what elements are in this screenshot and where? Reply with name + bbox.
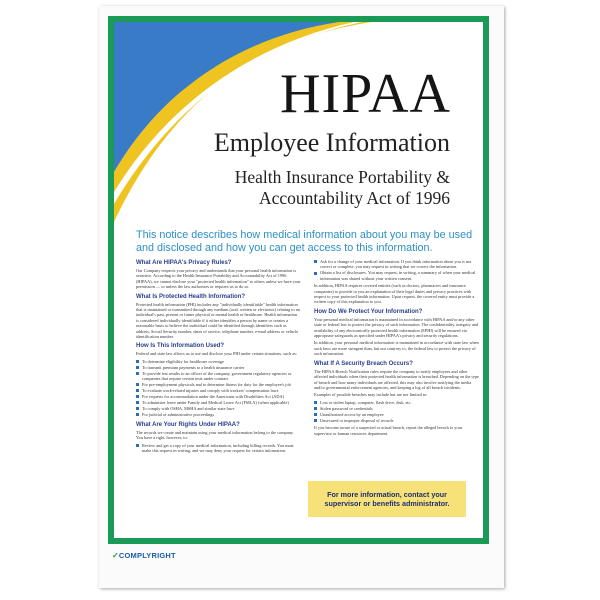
list-item: Stolen password or credentials: [314, 406, 479, 411]
notice-statement: This notice describes how medical information about you may be used and disclosed and how you can get access to this information.: [136, 229, 473, 254]
poster-footer: [108, 547, 489, 577]
rights-list: [136, 443, 301, 454]
info-used-list: [136, 359, 301, 418]
breach-heading: What If A Security Breach Occurs?: [314, 360, 413, 367]
privacy-rules-heading: What Are HIPAA's Privacy Rules?: [136, 260, 232, 266]
rights-list-continued: [314, 259, 479, 281]
list-item: Review and get a copy of your medical information, including billing records. You must make this request in writing, and we may deny your request for certain information.: [136, 443, 301, 454]
right-column: [314, 259, 479, 438]
rights-heading: What Are Your Rights Under HIPAA?: [136, 421, 240, 428]
left-column: [136, 259, 301, 455]
breach-text-2: Examples of possible breaches may include but are not limited to:: [314, 392, 428, 398]
list-item: Unsecured or improper disposal of records: [314, 418, 479, 423]
list-item: For judicial or administrative proceedings: [136, 412, 301, 417]
breach-text-3: If you become aware of a suspected or actual breach, report the alleged breach to your supervisor or human resources department.: [314, 425, 463, 436]
rights-text: The records we create and maintain using your medical information belong to the company. You have a right, however, to:: [136, 429, 294, 441]
contact-info-box: For more information, contact your supervisor or benefits administrator.: [308, 481, 466, 517]
covered-entities-text: In addition, HIPAA requires covered entities (such as doctors, pharmacies and insurance companies) to provide to you an explanation of their legal duties and privacy practices with respect to your protected health information. Upon request, the covered entity must provide a written copy of this explanation to you.: [314, 283, 475, 305]
complyright-logo: [112, 551, 176, 560]
privacy-rules-text: Our Company respects your privacy and understands that your personal health information is sensitive. According to the Health Insurance Portability and Accountability Act of 1996 (HIPAA), we cannot disclose your "protected health information" to others unless we have your permission — or unless the law authorizes or requires us to do so.: [136, 268, 301, 290]
protect-text-2: In addition, your personal medical information is maintained in accordance with state law when such laws are more stringent than, but not contrary to, the federal law to protect the privacy of such information.: [314, 340, 479, 357]
list-item: For requests for accommodation under the Americans with Disabilities Act (ADA): [136, 394, 301, 399]
list-item: Lost or stolen laptop, computer, flash drive, disk, etc.: [314, 400, 479, 405]
breach-list: [314, 400, 479, 423]
breach-text-1: The HIPAA Breach Notification rules require the company to notify employees and other affected individuals when their protected health information is breached. Depending on the type of breach and how many individuals are affected, this may also involve notifying the media and/or governmental enforcement agencies, and keeping a log of all breach incidents.: [314, 368, 479, 390]
poster: [99, 6, 504, 588]
poster-subtitle: Employee Information: [213, 128, 450, 157]
protect-text-1: Your personal medical information is maintained in accordance with HIPAA and/or any other state or federal law to protect the privacy of such information. The confidentiality, integrity and availability of any electronically protected health information (EPHI) will be ensured via appropriate safeguards as specified under HIPAA's privacy and security regulations.: [314, 316, 479, 339]
protect-heading: How Do We Protect Your Information?: [314, 308, 423, 315]
poster-frame: [108, 16, 489, 544]
list-item: Obtain a list of disclosures. You may request, in writing, a summary of when your medical information was shared without your written consent.: [314, 270, 479, 281]
list-item: To comply with OSHA, MSHA and similar state laws: [136, 406, 301, 411]
poster-title: HIPAA: [280, 63, 451, 125]
list-item: To transmit premium payments to a health insurance carrier: [136, 365, 301, 370]
info-used-text: Federal and state law allows us to use and disclose your PHI under certain situations, such as:: [136, 351, 297, 357]
act-name-line-1: Health Insurance Portability &: [234, 167, 450, 187]
info-used-heading: How Is This Information Used?: [136, 343, 225, 350]
list-item: To determine eligibility for healthcare coverage: [136, 359, 301, 364]
logo-swirl-icon: ✓: [112, 551, 119, 560]
act-name-line-2: Accountability Act of 1996: [258, 188, 450, 208]
list-item: To evaluate work-related injuries and comply with workers' compensation laws: [136, 388, 301, 393]
list-item: To administer leave under Family and Medical Leave Act (FMLA) (when applicable): [136, 400, 301, 405]
logo-text: COMPLYRIGHT: [118, 551, 176, 560]
list-item: Ask for a change of your medical information. If you think information about you is not correct or complete, you may request in writing that we correct the information.: [314, 259, 479, 270]
list-item: For pre-employment physicals and to determine fitness for duty for the employee's job: [136, 382, 301, 387]
protected-info-heading: What Is Protected Health Information?: [136, 293, 246, 300]
protected-info-text: Protected health information (PHI) includes any "individually identifiable" health information that is maintained or transmitted through any medium (oral, written or electronic) relating to an individual's past, present or future physical or mental health or healthcare. Health information is considered individually identifiable if it either identifies a person by name or creates a reasonable basis to believe the individual could be identified through identifiers such as address, Social Security number, dates of service, telephone number, e-mail address or vehicle identification number.: [136, 301, 300, 340]
list-item: Unauthorized access by an employee: [314, 412, 479, 417]
list-item: To provide test results to an officer of the company, government regulatory agencies or companies that require certain tests under contract: [136, 371, 301, 382]
